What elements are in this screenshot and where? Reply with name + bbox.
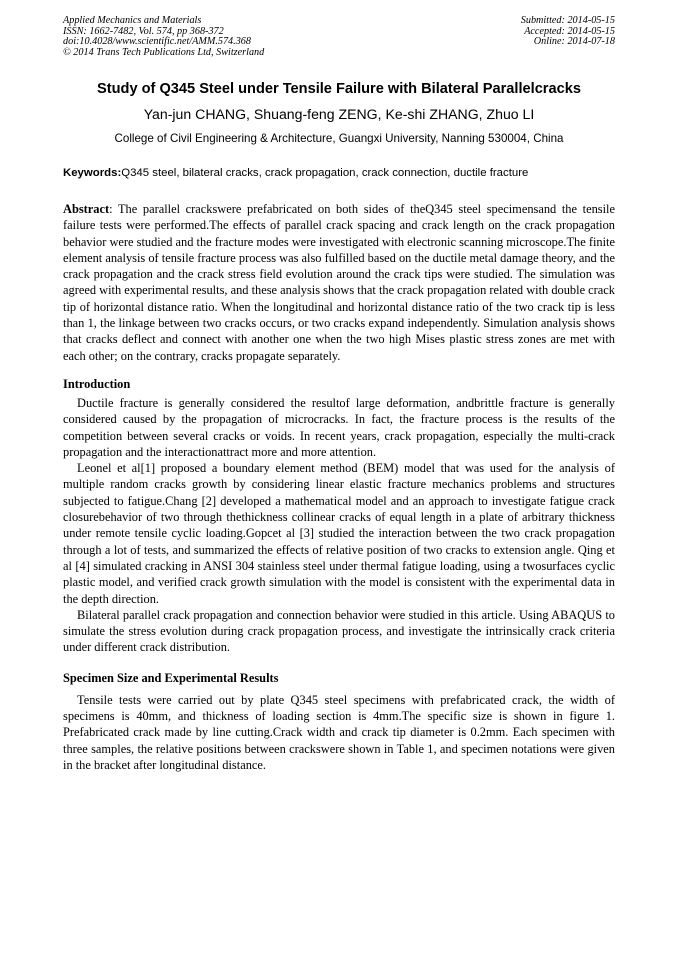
journal-name: Applied Mechanics and Materials [63,15,202,26]
abstract-text: : The parallel crackswere prefabricated on both sides of theQ345 steel specimensand the tensile failure tests were performed.The effects of parallel crack spacing and crack length on the crack propagation behavior were studied and the fracture modes were investigated with electronic scanning microscope.The finite element analysis of tensile fracture process was also fulfilled based on the ductile metal damage theory, and the crack propagation and the crack stress field evolution around the crack tips were studied. The simulation was agreed with experimental results, and these analysis shows that the crack propagation related with double crack tip of horizontal distance ratio. When the longitudinal and horizontal distance ratio of the two crack tip is less than 1, the linkage between two cracks occurs, or two cracks expand independently. Simulation analysis shows that cracks deflect and connect with another one when the two high Mises plastic stress zones are met with each other; on the contrary, cracks propagate separately. [63,202,615,363]
introduction-paragraph: Ductile fracture is generally considered the resultof large deformation, andbrittle fracture is generally considered caused by the propagation of microcracks. In fact, the fracture process is the results of the competition between several cracks or voids. In recent years, crack propagation, especially the multi-crack propagation and the interactionattract more and more attention. [63,395,615,459]
introduction-paragraph: Leonel et al[1] proposed a boundary element method (BEM) model that was used for the analysis of multiple random cracks growth by considering linear elastic fracture mechanics problems and structures subjected to fatigue.Chang [2] developed a mathematical model and an approach to investigate fatigue crack closurebehavior of two through thethickness collinear cracks of equal length in a plate of arbitrary thickness under remote tensile cyclic loading.Gopcet al [3] studied the interaction between the two crack propagation through a lot of tests, and summarized the effects of relative position of two cracks to extension angle. Qing et al [4] simulated cracking in ANSI 304 stainless steel under thermal fatigue loading, using a twosurfaces cyclic plastic model, and verified crack growth simulation with the model is consistent with the experimental data in the depth direction. [63,461,615,606]
abstract [63,201,615,364]
submitted-date: Submitted: 2014-05-15 [520,15,615,26]
publication-dates [521,16,615,48]
affiliation: College of Civil Engineering & Architecture, Guangxi University, Nanning 530004, China [114,132,564,145]
copyright-line: © 2014 Trans Tech Publications Ltd, Switzerland [63,46,265,58]
paper-title: Study of Q345 Steel under Tensile Failure with Bilateral Parallelcracks [97,81,581,97]
online-date: Online: 2014-07-18 [533,36,615,48]
specimen-paragraph: Tensile tests were carried out by plate Q345 steel specimens with prefabricated crack, the width of specimens is 40mm, and thickness of loading section is 4mm.The specific size is shown in figure 1. Prefabricated crack made by line cutting.Crack width and crack tip diameter is 0.2mm. Each specimen with three samples, the relative positions between crackswere shown in Table 1, and specimen notations were given in the bracket after longitudinal distance. [63,692,615,772]
title-block [63,80,615,146]
author-list: Yan-jun CHANG, Shuang-feng ZENG, Ke-shi ZHANG, Zhuo LI [143,106,535,122]
introduction-paragraph: Bilateral parallel crack propagation and connection behavior were studied in this article. Using ABAQUS to simulate the stress evolution during crack propagation process, and investigate the intrinsically crack criteria under different crack distribution. [63,607,615,655]
keywords-text: Q345 steel, bilateral cracks, crack propagation, crack connection, ductile fracture [121,167,529,179]
keywords [63,166,615,180]
specimen-heading: Specimen Size and Experimental Results [63,670,279,685]
doi-line: doi:10.4028/www.scientific.net/AMM.574.368 [63,36,251,48]
issn-line: ISSN: 1662-7482, Vol. 574, pp 368-372 [63,25,224,37]
paper-body [63,201,615,773]
introduction-heading: Introduction [63,376,131,391]
abstract-label: Abstract [63,202,110,216]
publication-info [63,16,264,58]
accepted-date: Accepted: 2014-05-15 [524,25,615,37]
keywords-label: Keywords: [63,167,122,179]
